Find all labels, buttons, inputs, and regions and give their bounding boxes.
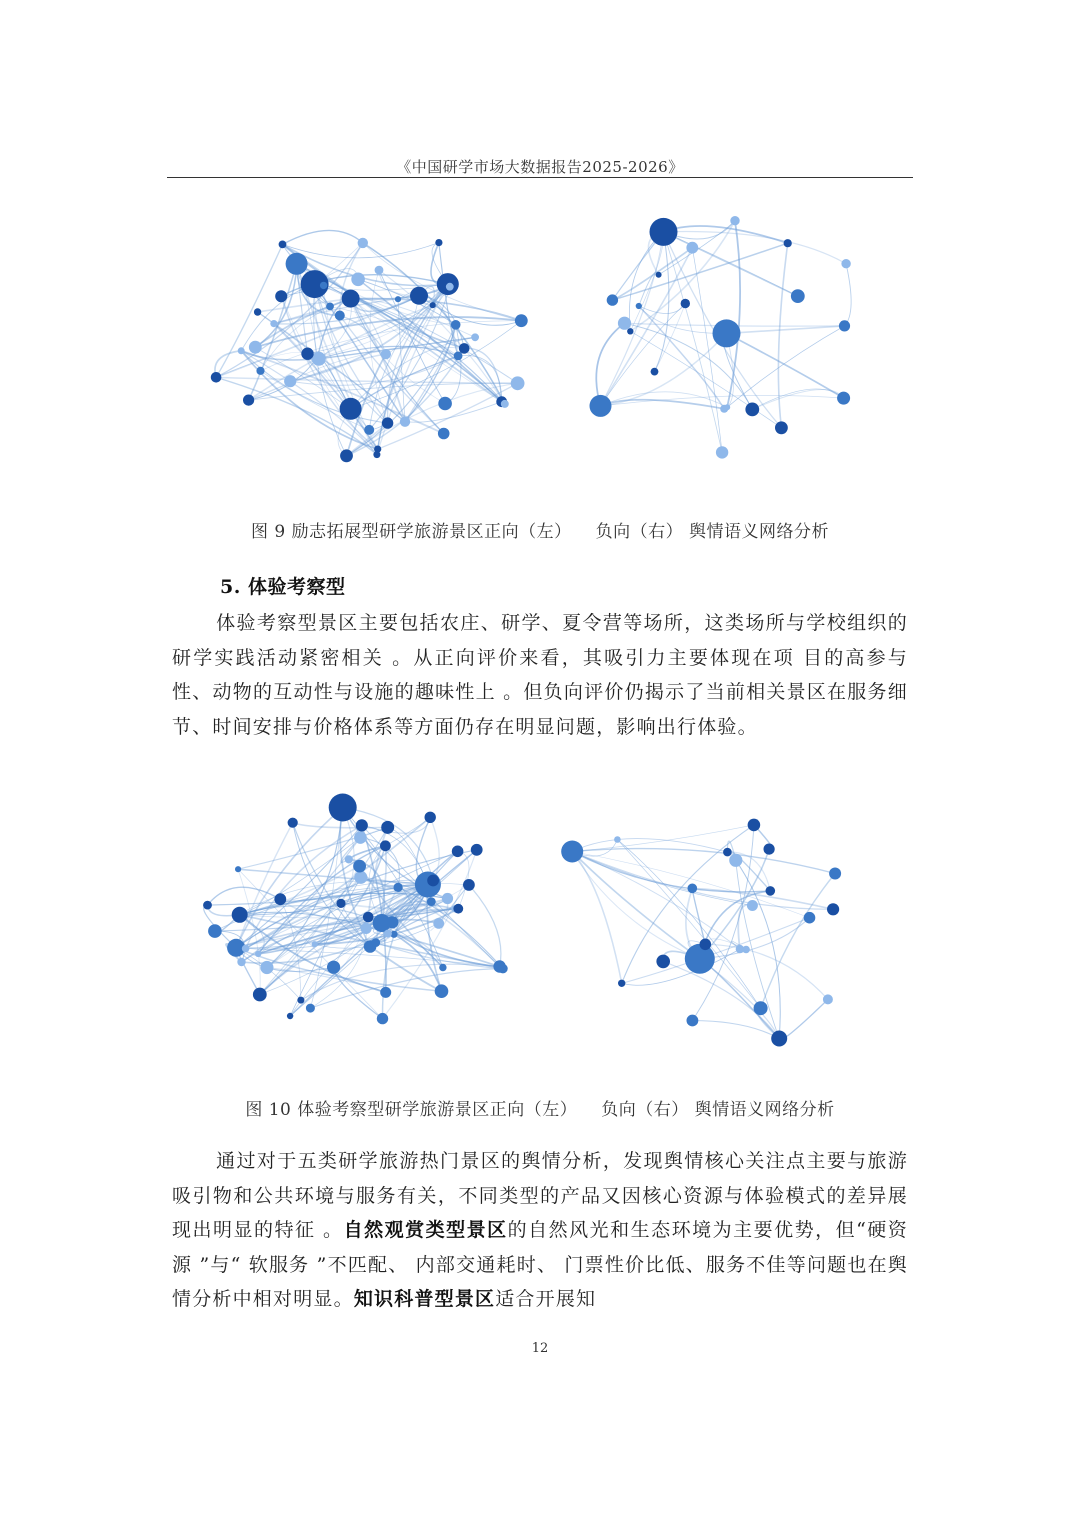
network-edge [572,825,754,852]
network-node [439,964,446,971]
network-node [435,984,449,998]
network-node [381,349,391,359]
network-node [452,846,464,858]
network-hub-node [340,398,362,420]
network-node [764,844,775,855]
network-edge [629,232,663,331]
network-edge [844,264,851,326]
page-number: 12 [531,1341,549,1356]
network-edge [752,389,843,409]
network-hub-node [410,287,428,305]
network-edge [663,961,779,1038]
network-node [400,417,410,427]
network-node [354,871,367,884]
network-node [377,1013,388,1024]
network-node [386,916,398,928]
network-node [384,930,392,938]
network-node [340,449,353,462]
summary-text-1: 通过对于五类研学旅游热门景区的舆情分析，发现舆情核心关注点主要与旅游吸引物和公共环境与服务有关，不同类型的产品又因核心资源与体验模式的差异展现出明显的特征 。 [172,1150,908,1241]
network-node [453,904,463,914]
figure-10-positive-network [190,780,545,1055]
network-node [297,997,304,1004]
network-node [656,955,670,969]
network-node [435,239,442,246]
network-node [270,320,277,327]
network-node [618,980,625,987]
network-edge [572,852,700,959]
network-node [438,428,450,440]
figure-9-positive-network [185,200,545,490]
network-node [275,290,287,302]
network-node [607,294,618,305]
network-node [511,376,525,390]
network-node [253,988,267,1002]
network-hub-node [771,1031,787,1047]
network-node [353,860,366,873]
network-hub-node [286,253,308,275]
network-edge [779,999,828,1039]
network-edge [655,232,669,372]
network-edge [727,333,844,398]
network-node [356,819,368,831]
network-node [839,320,850,331]
network-node [260,961,273,974]
network-node [326,303,334,311]
network-edge [439,885,469,924]
network-edge [405,402,502,423]
network-node [430,302,436,308]
network-node [827,903,839,915]
network-node [364,425,374,435]
figure-10-caption-left: 图 10 体验考察型研学旅游景区正向（左） [245,1100,578,1120]
network-edge [572,852,700,959]
network-hub-node [561,841,583,863]
network-node [471,844,483,856]
section-heading: 5. 体验考察型 [220,576,346,598]
network-node [243,395,254,406]
network-edges [572,825,835,1040]
network-node [327,961,340,974]
network-nodes [590,216,851,459]
network-node [288,818,298,828]
network-node [716,446,728,458]
figure-9-caption-right: 负向（右） 舆情语义网络分析 [595,522,830,542]
network-node [381,821,394,834]
network-hub-node [232,907,248,923]
network-node [720,405,728,413]
network-node [766,886,776,896]
network-node [284,375,296,387]
figure-9-caption [0,517,1080,542]
network-node [471,333,479,341]
network-node [463,879,475,891]
network-nodes [561,819,841,1047]
network-edge [622,949,740,985]
section-paragraph-text: 体验考察型景区主要包括农庄、研学、夏令营等场所，这类场所与学校组织的研学实践活动紧密相关 。从正向评价来看，其吸引力主要体现在项 目的高参与性、动物的互动性与设施的趣味性上 。但负向评价仍揭示了当前相关景区在服务细节、时间安排与价格体系等方面仍存在明显问题，影响出行体验。 [172,612,908,738]
network-node [730,216,739,225]
network-node [371,938,380,947]
network-node [287,1013,293,1019]
network-node [748,819,761,832]
network-edge [283,230,363,244]
network-hub-node [685,944,715,974]
network-node [312,941,318,947]
network-node [651,368,659,376]
network-edge [601,400,725,409]
network-node [636,303,642,309]
network-node [361,923,372,934]
network-node [446,283,454,291]
network-edge [727,326,845,333]
network-node [656,272,662,278]
network-hub-node [329,794,357,822]
network-node [775,421,788,434]
network-node [745,403,759,417]
network-node [394,883,403,892]
network-node [203,901,212,910]
network-node [358,238,368,248]
network-node [242,945,250,953]
network-node [686,242,698,254]
network-node [700,939,712,951]
network-node [454,352,463,361]
network-node [627,328,633,334]
network-node [249,341,262,354]
network-edges [215,230,521,455]
network-node [375,266,384,275]
network-node [211,372,222,383]
network-node [255,951,261,957]
network-node [747,900,758,911]
network-node [425,812,436,823]
section-paragraph [172,606,908,744]
network-hub-node [590,395,612,417]
network-node [354,831,367,844]
network-hub-node [713,319,741,347]
summary-bold-science: 知识科普型景区 [353,1288,496,1310]
summary-text-2: 的自然风光和生态环境为主要优势，但“硬资源 ”与“ 软服务 ”不匹配、 内部交通耗时、 门票性价比低、服务不佳等问题也在舆情分析中相对明显。 [172,1219,909,1310]
network-hub-node [650,218,678,246]
header-rule [167,177,913,178]
network-edge [572,852,740,950]
network-node [363,912,374,923]
network-node [306,1004,315,1013]
network-node [382,417,393,428]
network-node [373,451,380,458]
network-node [336,899,345,908]
network-node [829,868,841,880]
network-node [804,912,816,924]
network-node [515,314,528,327]
network-node [335,311,345,321]
summary-paragraph [172,1144,908,1317]
network-node [312,352,326,366]
network-node [498,964,508,974]
network-node [837,392,850,405]
network-edge [601,303,686,405]
network-edge [236,948,301,1000]
network-edge [596,323,624,406]
network-node [442,893,453,904]
network-node [791,289,805,303]
network-edge [630,331,781,428]
network-node [208,924,222,938]
network-node [380,987,391,998]
figure-10-caption-right: 负向（右） 舆情语义网络分析 [601,1100,835,1120]
network-node [274,893,286,905]
network-node [380,840,391,851]
network-node [784,239,792,247]
network-node [729,854,742,867]
network-node [459,343,470,354]
network-node [736,945,744,953]
network-node [351,273,365,287]
network-node [433,918,444,929]
figure-10-caption [0,1095,1080,1120]
network-node [254,308,261,315]
network-node [501,400,509,408]
network-node [235,866,241,872]
network-node [256,367,264,375]
summary-bold-natural: 自然观赏类型景区 [343,1219,508,1241]
network-node [681,299,690,308]
network-node [427,897,436,906]
figure-9-caption-left: 图 9 励志拓展型研学旅游景区正向（左） [250,522,572,542]
network-edge [752,390,843,410]
network-node [754,1001,768,1015]
network-node [237,958,245,966]
network-node [688,884,698,894]
network-node [320,282,327,289]
network-node [823,994,833,1004]
network-node [279,241,287,249]
network-node [395,296,401,302]
network-node [841,259,850,268]
network-node [238,347,245,354]
network-node [723,848,732,857]
network-node [614,836,621,843]
network-node [345,855,353,863]
network-edge [601,248,693,406]
network-hub-node [342,290,360,308]
report-title-header: 《中国研学市场大数据报告2025-2026》 [396,158,684,176]
figure-10-negative-network [548,780,893,1055]
summary-text-3: 适合开展知 [495,1288,597,1310]
network-node [451,320,461,330]
network-edge [469,885,501,967]
network-node [687,1015,699,1027]
network-edge [630,232,663,331]
network-node [438,397,452,411]
network-node [618,317,631,330]
network-edge [778,243,787,428]
network-node [427,875,439,887]
figure-9-negative-network [548,200,898,490]
network-node [301,348,313,360]
